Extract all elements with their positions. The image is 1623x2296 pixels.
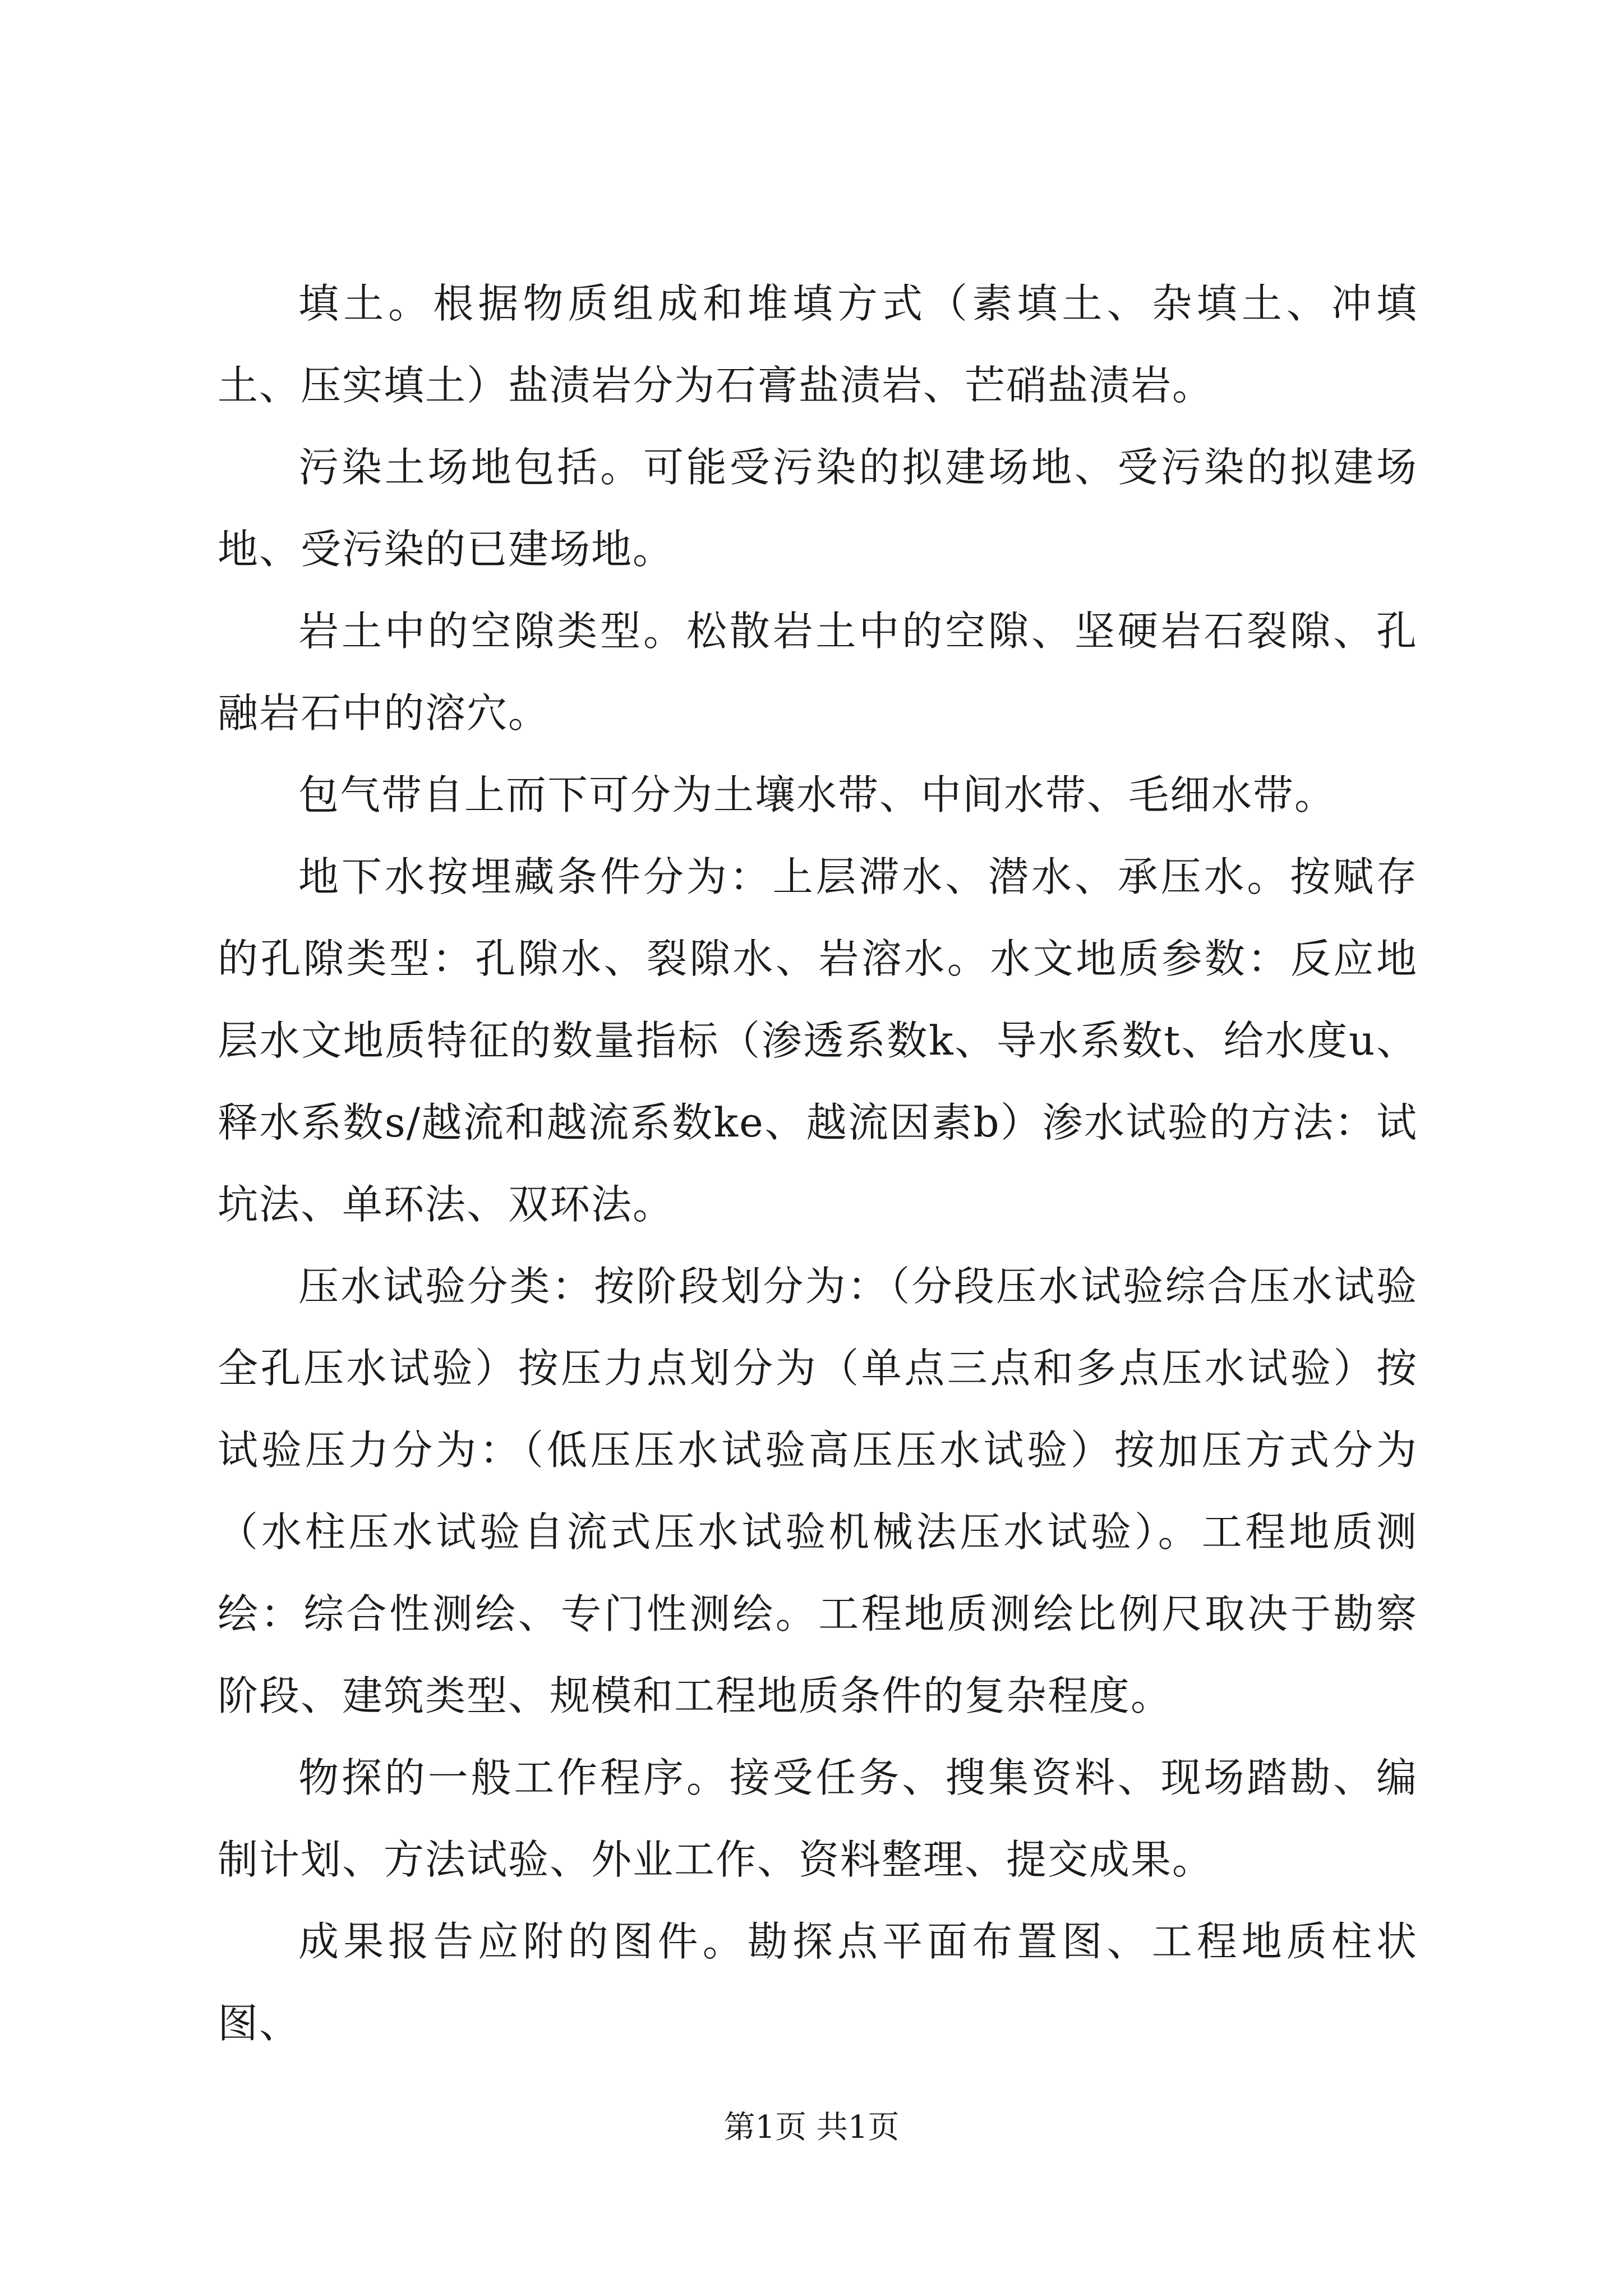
page-footer: 第1页 共1页 — [723, 2109, 900, 2146]
paragraph-void-types: 岩土中的空隙类型。松散岩土中的空隙、坚硬岩石裂隙、孔融岩石中的溶穴。 — [218, 608, 1418, 737]
paragraph-vadose-zone: 包气带自上而下可分为土壤水带、中间水带、毛细水带。 — [298, 771, 1336, 818]
paragraph-contaminated-site: 污染土场地包括。可能受污染的拟建场地、受污染的拟建场地、受污染的已建场地。 — [218, 444, 1418, 573]
document-body — [218, 263, 1418, 2064]
paragraph-fill-soil: 填土。根据物质组成和堆填方式（素填土、杂填土、冲填土、压实填土）盐渍岩分为石膏盐渍岩、芒硝盐渍岩。 — [218, 280, 1418, 409]
paragraph-groundwater: 地下水按埋藏条件分为：上层滞水、潜水、承压水。按赋存的孔隙类型：孔隙水、裂隙水、岩溶水。水文地质参数：反应地层水文地质特征的数量指标（渗透系数k、导水系数t、给水度u、释水系数s/越流和越流系数ke、越流因素b）渗水试验的方法：试坑法、单环法、双环法。 — [218, 853, 1418, 1228]
paragraph-report-figures: 成果报告应附的图件。勘探点平面布置图、工程地质柱状图、 — [218, 1918, 1418, 2047]
paragraph-geophysics: 物探的一般工作程序。接受任务、搜集资料、现场踏勘、编制计划、方法试验、外业工作、资料整理、提交成果。 — [218, 1754, 1418, 1883]
paragraph-pressure-test: 压水试验分类：按阶段划分为：（分段压水试验综合压水试验全孔压水试验）按压力点划分为（单点三点和多点压水试验）按试验压力分为：（低压压水试验高压压水试验）按加压方式分为（水柱压水试验自流式压水试验机械法压水试验）。工程地质测绘：综合性测绘、专门性测绘。工程地质测绘比例尺取决于勘察阶段、建筑类型、规模和工程地质条件的复杂程度。 — [218, 1263, 1418, 1719]
